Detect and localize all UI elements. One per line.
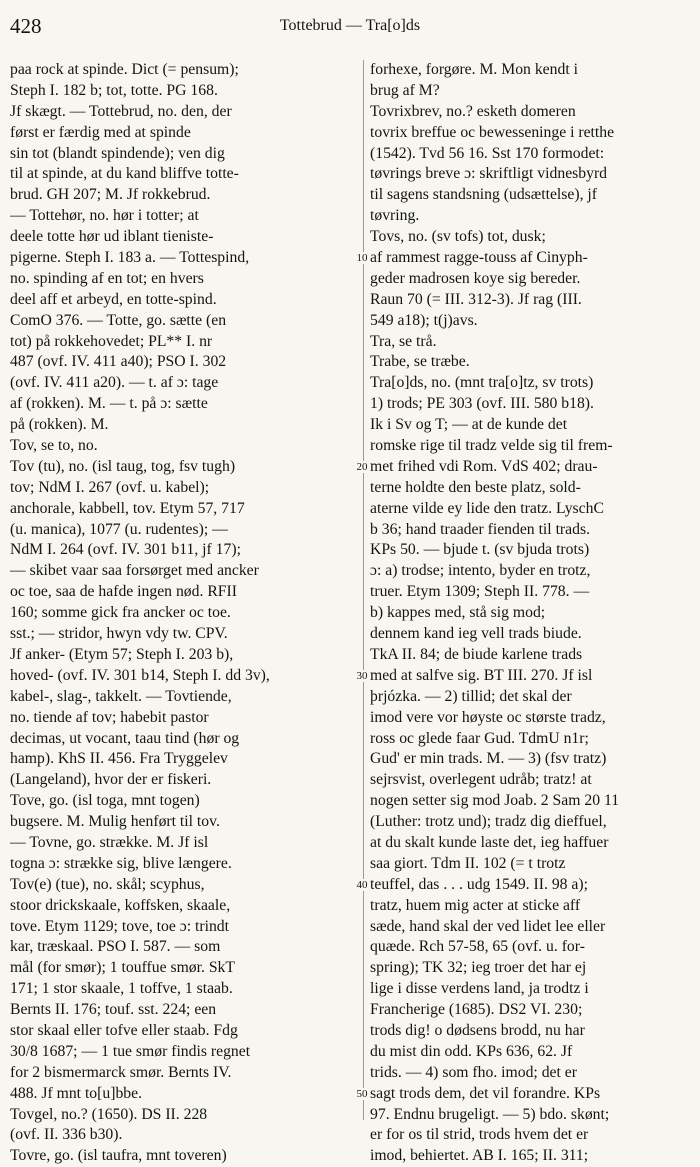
right-column-line: romske rige til tradz velde sig til frem- [370,437,613,455]
right-column-line: med at salfve sig. BT III. 270. Jf isl [370,666,593,684]
right-column-line: aterne vilde ey lide den tratz. LyschC [370,499,604,517]
right-column-line: terne holdte den beste platz, sold- [370,478,581,496]
right-column-line: Raun 70 (= III. 312-3). Jf rag (III. [370,290,582,308]
left-column-line: Tov, se to, no. [10,437,98,455]
right-column-line: sæde, hand skal der ved lidet lee eller [370,917,606,935]
left-column-line: ComO 376. — Totte, go. sætte (en [10,311,227,329]
left-column-line: (u. manica), 1077 (u. rudentes); — [10,520,228,538]
right-column-line: brug af M? [370,81,440,99]
line-number-marker: 30 [352,670,372,682]
left-column-line: no. tiende af tov; habebit pastor [10,708,209,726]
line-number-marker: 40 [352,879,372,891]
right-column-line: sagt trods dem, det vil forandre. KPs [370,1084,601,1102]
left-column-line: sin tot (blandt spindende); ven dig [10,144,225,162]
right-column-line: lige i disse verdens land, ja trodtz i [370,980,589,998]
right-column-line: Tra, se trå. [370,332,437,350]
left-column-line: kar, træskaal. PSO I. 587. — som [10,938,221,956]
right-column-line: ross oc glede faar Gud. TdmU n1r; [370,729,589,747]
right-column-line: at du skalt kunde laste det, ieg haffuer [370,833,609,851]
left-column-line: sst.; — stridor, hwyn vdy tw. CPV. [10,625,228,643]
right-column-line: þrjózka. — 2) tillid; det skal der [370,687,572,705]
right-column-line: forhexe, forgøre. M. Mon kendt i [370,61,578,78]
left-column-line: 30/8 1687; — 1 tue smør findis regnet [10,1042,251,1060]
left-column-line: Tovre, go. (isl taufra, mnt toveren) [10,1147,227,1165]
left-column-line: hamp). KhS II. 456. Fra Tryggelev [10,750,228,768]
right-column-line: imod vere vor høyste oc største tradz, [370,708,606,726]
line-number-marker: 50 [352,1088,372,1100]
left-column-line: Bernts II. 176; touf. sst. 224; een [10,1001,217,1019]
left-column-line: Tove, go. (isl toga, mnt togen) [10,792,200,810]
left-column-line: tov; NdM I. 267 (ovf. u. kabel); [10,478,210,496]
right-column-line: af rammest ragge-touss af Cinyph- [370,249,588,267]
right-column-line: er for os til strid, trods hvem det er [370,1126,589,1144]
left-column-line: 171; 1 stor skaale, 1 toffve, 1 staab. [10,980,233,998]
right-column-line: saa giort. Tdm II. 102 (= t trotz [370,854,566,872]
right-column-line: tovrix breffue oc bewesseninge i retthe [370,123,615,141]
right-column-line: b) kappes med, stå sig mod; [370,604,546,622]
right-column-line: geder madrosen koye sig bereder. [370,269,581,287]
left-column-line: 488. Jf mnt to[u]bbe. [10,1084,143,1102]
left-column-line: — skibet vaar saa forsørget med ancker [10,562,259,580]
column-divider [363,60,364,1120]
right-column-line: dennem kand ieg vell trads biude. [370,625,582,643]
right-column-line: Tovs, no. (sv tofs) tot, dusk; [370,228,546,246]
left-column-line: først er færdig med at spinde [10,123,191,141]
right-column-line: met frihed vdi Rom. VdS 402; drau- [370,457,598,475]
right-column-line: imod, behiertet. AB I. 165; II. 311; [370,1147,589,1165]
right-column-line: du mist din odd. KPs 636, 62. Jf [370,1042,573,1060]
right-column [370,60,692,1167]
right-column-line: truer. Etym 1309; Steph II. 778. — [370,583,590,601]
left-column-line: no. spinding af en tot; en hvers [10,269,204,287]
left-column-line: anchorale, kabbell, tov. Etym 57, 717 [10,499,245,517]
page-header [10,14,690,44]
right-column-line: 549 a18); t(j)avs. [370,311,478,329]
left-column-line: Steph I. 182 b; tot, totte. PG 168. [10,81,218,99]
left-column-line: hoved- (ovf. IV. 301 b14, Steph I. dd 3v), [10,666,270,684]
line-number-marker: 20 [352,461,372,473]
line-number-marker: 10 [352,252,372,264]
right-column-line: spring); TK 32; ieg troer det har ej [370,959,587,977]
right-column-line: Francherige (1685). DS2 VI. 230; [370,1001,583,1019]
right-column-line: ɔ: a) trodse; intento, byder en trotz, [370,562,591,580]
right-column-line: 1) trods; PE 303 (ovf. III. 580 b18). [370,395,594,413]
right-column-line: sejrsvist, overlegent udråb; tratz! at [370,771,592,789]
right-column-line: trods dig! o dødsens brodd, nu har [370,1021,585,1039]
left-column-line: brud. GH 207; M. Jf rokkebrud. [10,186,211,204]
right-column-line: Gud' er min trads. M. — 3) (fsv tratz) [370,750,607,768]
right-column-line: Ik i Sv og T; — at de kunde det [370,416,568,434]
left-column-line: — Tovne, go. strække. M. Jf isl [10,833,209,851]
right-column-line: tøvring. [370,207,420,225]
left-column-line: tove. Etym 1129; tove, toe ɔ: trindt [10,917,230,935]
left-column-line: togna ɔ: strække sig, blive længere. [10,854,232,872]
left-column-line: deel aff et arbeyd, en totte-spind. [10,290,217,308]
left-column-line: — Tottehør, no. hør i totter; at [10,207,199,225]
left-column-line: Jf skægt. — Tottebrud, no. den, der [10,102,232,120]
left-column-line: deele totte hør ud iblant tieniste- [10,228,214,246]
right-column-line: teuffel, das . . . udg 1549. II. 98 a); [370,875,588,893]
left-column-line: 487 (ovf. IV. 411 a40); PSO I. 302 [10,353,227,371]
left-column-line: NdM I. 264 (ovf. IV. 301 b11, jf 17); [10,541,241,559]
right-column-line: b 36; hand traader fienden til trads. [370,520,590,538]
left-column-line: paa rock at spinde. Dict (= pensum); [10,61,239,78]
left-column-line: kabel-, slag-, takkelt. — Tovtiende, [10,687,232,705]
left-column-line: (ovf. II. 336 b30). [10,1126,123,1144]
left-column-line: 160; somme gick fra ancker oc toe. [10,604,231,622]
left-column [10,60,358,1167]
left-column-line: tot) på rokkehovedet; PL** I. nr [10,332,213,350]
left-column-line: (ovf. IV. 411 a20). — t. af ɔ: tage [10,374,219,392]
left-column-line: stor skaal eller tofve eller staab. Fdg [10,1021,238,1039]
left-column-line: bugsere. M. Mulig henført til tov. [10,813,220,831]
left-column-line: Tov(e) (tue), no. skål; scyphus, [10,875,205,893]
right-column-line: quæde. Rch 57-58, 65 (ovf. u. for- [370,938,585,956]
right-column-line: nogen setter sig mod Joab. 2 Sam 20 11 [370,792,620,810]
right-column-line: (1542). Tvd 56 16. Sst 170 formodet: [370,144,605,162]
left-column-line: Jf anker- (Etym 57; Steph I. 203 b), [10,645,234,663]
right-column-line: TkA II. 84; de biude karlene trads [370,645,583,663]
right-column-line: til sagens standsning (udsættelse), jf [370,186,598,204]
left-column-line: af (rokken). M. — t. på ɔ: sætte [10,395,208,413]
page-number: 428 [10,14,42,38]
left-column-line: Tov (tu), no. (isl taug, tog, fsv tugh) [10,457,236,475]
right-column-line: KPs 50. — bjude t. (sv bjuda trots) [370,541,590,559]
left-column-line: stoor drickskaale, koffsken, skaale, [10,896,231,914]
right-column-line: trids. — 4) som fho. imod; det er [370,1063,577,1081]
left-column-line: Tovgel, no.? (1650). DS II. 228 [10,1105,208,1123]
left-column-line: mål (for smør); 1 touffue smør. SkT [10,959,235,977]
right-column-line: tratz, huem mig acter at sticke aff [370,896,581,914]
running-head: Tottebrud — Tra[o]ds [279,17,421,34]
right-column-line: 97. Endnu brugeligt. — 5) bdo. skønt; [370,1105,610,1123]
left-column-line: oc toe, saa de hafde ingen nød. RFII [10,583,237,601]
left-column-line: for 2 bismermarck smør. Bernts IV. [10,1063,232,1081]
left-column-line: decimas, ut vocant, taau tind (hør og [10,729,240,747]
right-column-line: Tra[o]ds, no. (mnt tra[o]tz, sv trots) [370,374,594,392]
right-column-line: (Luther: trotz und); tradz dig dieffuel, [370,813,607,831]
right-column-line: Tovrixbrev, no.? esketh domeren [370,102,576,120]
left-column-line: på (rokken). M. [10,416,109,434]
left-column-line: til at spinde, at du kand bliffve totte- [10,165,239,183]
right-column-line: Trabe, se træbe. [370,353,470,371]
left-column-line: (Langeland), hvor der er fiskeri. [10,771,212,789]
right-column-line: tøvrings breve ɔ: skriftligt vidnesbyrd [370,165,608,183]
left-column-line: pigerne. Steph I. 183 a. — Tottespind, [10,249,250,267]
